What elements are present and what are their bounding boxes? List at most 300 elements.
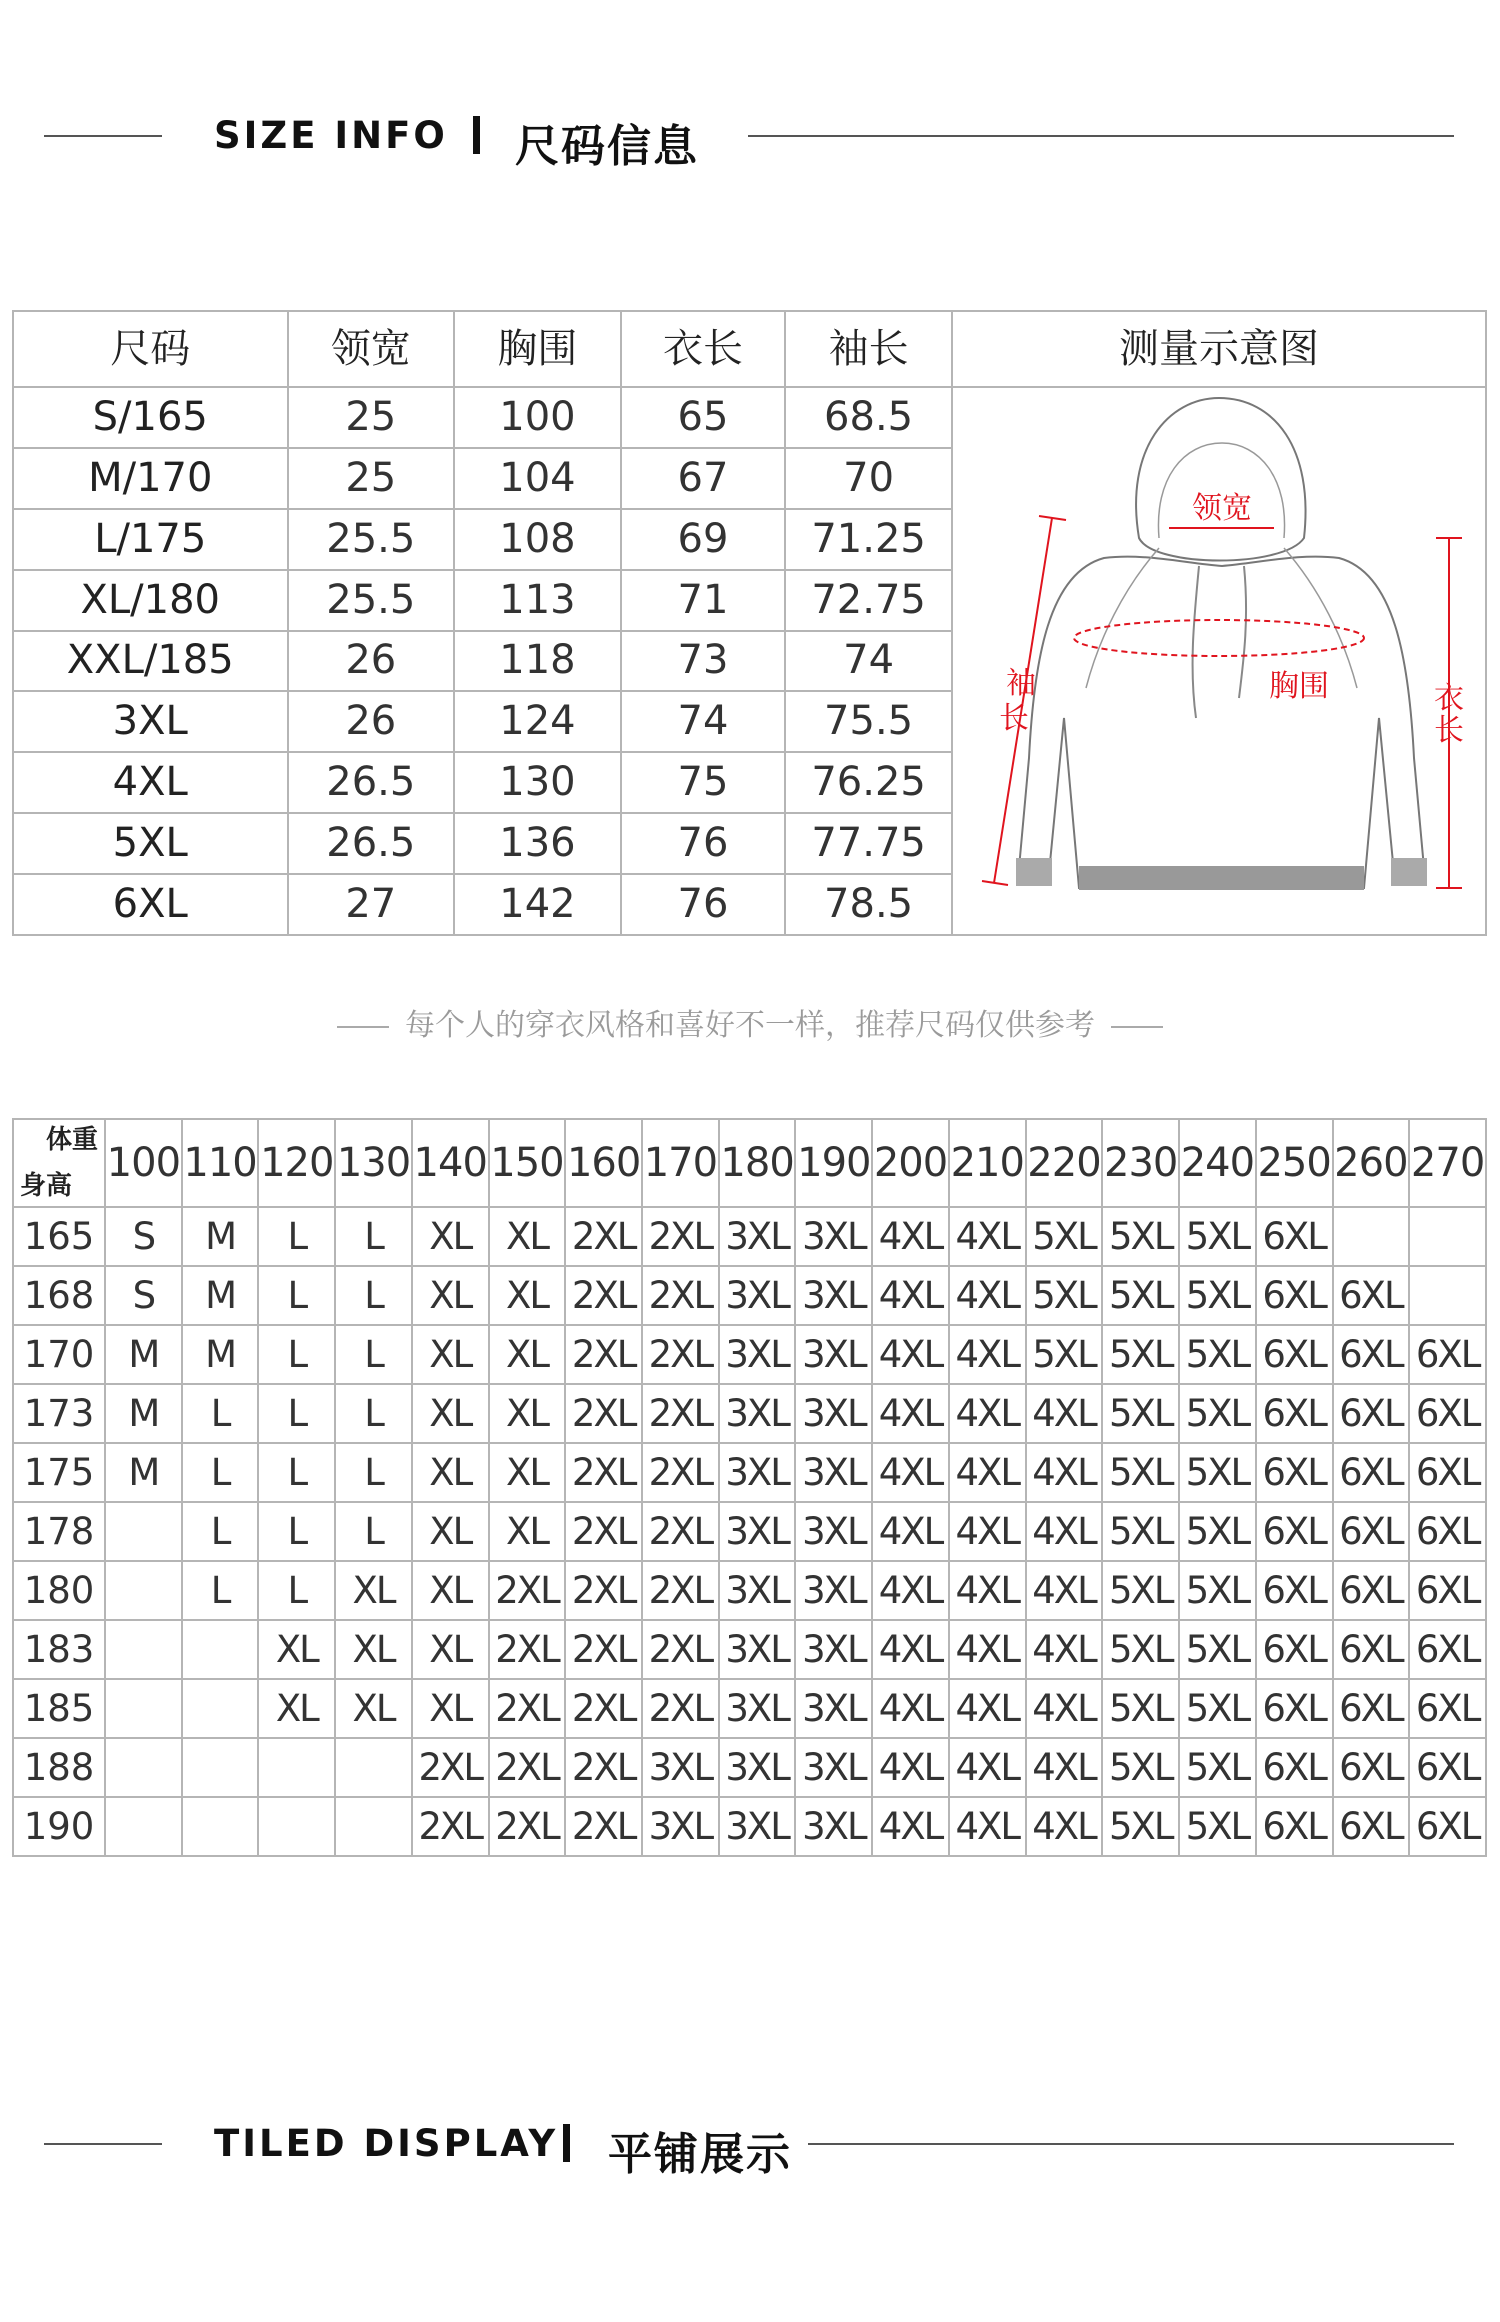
- recommend-size-cell: M: [182, 1325, 259, 1384]
- recommend-size-cell: XL: [412, 1266, 489, 1325]
- recommend-size-cell: [105, 1679, 182, 1738]
- recommend-size-cell: XL: [412, 1325, 489, 1384]
- recommend-size-cell: 6XL: [1409, 1384, 1486, 1443]
- header-divider-bar: [563, 2124, 570, 2162]
- header-line-right: [808, 2143, 1454, 2145]
- size-cell-chest: 113: [454, 570, 621, 631]
- recommend-size-cell: XL: [412, 1443, 489, 1502]
- recommend-size-cell: L: [258, 1443, 335, 1502]
- weight-header-cell: 260: [1333, 1119, 1410, 1207]
- recommend-size-cell: 2XL: [642, 1443, 719, 1502]
- recommend-size-cell: L: [258, 1266, 335, 1325]
- recommend-size-cell: 3XL: [719, 1679, 796, 1738]
- recommend-size-cell: 4XL: [949, 1679, 1026, 1738]
- recommend-size-cell: 4XL: [949, 1384, 1026, 1443]
- recommend-size-cell: 6XL: [1256, 1797, 1333, 1856]
- recommend-size-cell: M: [105, 1325, 182, 1384]
- recommend-size-cell: 5XL: [1179, 1620, 1256, 1679]
- recommend-size-cell: 6XL: [1256, 1738, 1333, 1797]
- col-header-diagram: 测量示意图: [952, 311, 1486, 387]
- size-cell-chest: 136: [454, 813, 621, 874]
- recommend-size-cell: 6XL: [1409, 1679, 1486, 1738]
- recommend-size-cell: 6XL: [1333, 1502, 1410, 1561]
- recommend-size-cell: 3XL: [719, 1443, 796, 1502]
- recommend-size-cell: 2XL: [642, 1325, 719, 1384]
- col-header-size: 尺码: [13, 311, 288, 387]
- size-cell-collar: 27: [288, 874, 455, 935]
- recommend-size-cell: 4XL: [949, 1266, 1026, 1325]
- weight-header-cell: 210: [949, 1119, 1026, 1207]
- height-cell: 178: [13, 1502, 105, 1561]
- recommend-size-cell: 6XL: [1333, 1325, 1410, 1384]
- recommend-size-cell: 5XL: [1026, 1325, 1103, 1384]
- size-cell-sleeve: 70: [785, 448, 952, 509]
- recommend-size-cell: 5XL: [1102, 1207, 1179, 1266]
- recommend-size-cell: 3XL: [719, 1738, 796, 1797]
- recommend-size-cell: 6XL: [1333, 1679, 1410, 1738]
- size-cell-length: 65: [621, 387, 785, 448]
- recommend-size-cell: 4XL: [949, 1620, 1026, 1679]
- recommend-size-cell: 4XL: [872, 1443, 949, 1502]
- recommend-size-cell: 5XL: [1102, 1620, 1179, 1679]
- recommend-size-cell: L: [335, 1502, 412, 1561]
- recommend-size-cell: XL: [412, 1679, 489, 1738]
- recommend-size-cell: 5XL: [1102, 1266, 1179, 1325]
- recommend-size-cell: [105, 1797, 182, 1856]
- size-note: [0, 1000, 1500, 1044]
- recommend-size-cell: L: [258, 1207, 335, 1266]
- weight-header-cell: 230: [1102, 1119, 1179, 1207]
- size-cell-collar: 25: [288, 448, 455, 509]
- size-cell-sleeve: 75.5: [785, 691, 952, 752]
- recommend-size-cell: 2XL: [565, 1384, 642, 1443]
- recommend-size-cell: [105, 1738, 182, 1797]
- recommend-size-cell: 5XL: [1179, 1266, 1256, 1325]
- size-table: [12, 310, 1487, 936]
- size-cell-size: S/165: [13, 387, 288, 448]
- recommend-size-cell: [182, 1620, 259, 1679]
- recommend-size-cell: 2XL: [412, 1738, 489, 1797]
- recommend-size-cell: 4XL: [1026, 1502, 1103, 1561]
- recommend-row: [13, 1207, 1486, 1266]
- recommend-size-cell: M: [182, 1207, 259, 1266]
- recommend-size-cell: 5XL: [1179, 1384, 1256, 1443]
- size-cell-length: 76: [621, 874, 785, 935]
- recommend-size-cell: 6XL: [1256, 1384, 1333, 1443]
- recommend-size-cell: L: [335, 1266, 412, 1325]
- height-cell: 190: [13, 1797, 105, 1856]
- recommend-size-cell: M: [105, 1443, 182, 1502]
- weight-header-cell: 220: [1026, 1119, 1103, 1207]
- size-cell-chest: 108: [454, 509, 621, 570]
- recommend-size-cell: 3XL: [719, 1325, 796, 1384]
- recommend-size-cell: 3XL: [719, 1502, 796, 1561]
- recommend-size-cell: 3XL: [642, 1797, 719, 1856]
- size-cell-length: 71: [621, 570, 785, 631]
- recommend-row: [13, 1384, 1486, 1443]
- size-cell-collar: 25: [288, 387, 455, 448]
- recommend-size-cell: 3XL: [719, 1207, 796, 1266]
- recommend-size-cell: 5XL: [1026, 1207, 1103, 1266]
- recommend-size-cell: 2XL: [489, 1679, 566, 1738]
- size-cell-collar: 26.5: [288, 752, 455, 813]
- recommend-size-cell: XL: [335, 1620, 412, 1679]
- recommend-size-cell: [258, 1738, 335, 1797]
- recommend-size-cell: 6XL: [1256, 1443, 1333, 1502]
- header-divider-bar: [473, 116, 480, 154]
- length-label-2: 长: [1433, 713, 1464, 748]
- recommend-size-cell: 2XL: [565, 1266, 642, 1325]
- recommend-size-cell: [105, 1561, 182, 1620]
- recommend-size-cell: 3XL: [795, 1384, 872, 1443]
- recommend-size-cell: 5XL: [1179, 1561, 1256, 1620]
- recommend-size-cell: 2XL: [565, 1207, 642, 1266]
- recommend-size-cell: S: [105, 1266, 182, 1325]
- recommend-size-cell: 6XL: [1256, 1620, 1333, 1679]
- recommend-size-cell: [1333, 1207, 1410, 1266]
- weight-header-cell: 200: [872, 1119, 949, 1207]
- recommend-size-cell: 5XL: [1179, 1207, 1256, 1266]
- recommend-size-cell: 6XL: [1409, 1325, 1486, 1384]
- recommend-size-cell: 3XL: [795, 1443, 872, 1502]
- recommend-size-cell: 6XL: [1333, 1443, 1410, 1502]
- size-cell-chest: 100: [454, 387, 621, 448]
- recommend-size-cell: 3XL: [795, 1207, 872, 1266]
- recommend-size-cell: 4XL: [949, 1738, 1026, 1797]
- recommend-size-cell: 2XL: [642, 1266, 719, 1325]
- recommend-size-cell: L: [335, 1207, 412, 1266]
- recommend-size-cell: 3XL: [642, 1738, 719, 1797]
- recommend-size-cell: XL: [412, 1207, 489, 1266]
- size-cell-length: 74: [621, 691, 785, 752]
- size-cell-size: 4XL: [13, 752, 288, 813]
- size-cell-length: 75: [621, 752, 785, 813]
- recommend-size-cell: 4XL: [1026, 1561, 1103, 1620]
- recommend-size-cell: [335, 1738, 412, 1797]
- size-cell-chest: 118: [454, 631, 621, 692]
- recommend-size-cell: 2XL: [565, 1561, 642, 1620]
- recommend-size-cell: 2XL: [412, 1797, 489, 1856]
- size-cell-size: XL/180: [13, 570, 288, 631]
- recommend-size-cell: 3XL: [795, 1325, 872, 1384]
- col-header-sleeve: 袖长: [785, 311, 952, 387]
- cuff-left: [1016, 858, 1052, 886]
- recommend-size-cell: XL: [489, 1502, 566, 1561]
- note-text: 每个人的穿衣风格和喜好不一样，推荐尺码仅供参考: [405, 1008, 1095, 1043]
- recommend-size-cell: L: [258, 1561, 335, 1620]
- recommend-size-cell: 6XL: [1256, 1325, 1333, 1384]
- height-cell: 175: [13, 1443, 105, 1502]
- recommend-size-cell: 5XL: [1179, 1797, 1256, 1856]
- body-outline: [1019, 557, 1424, 888]
- recommend-size-cell: 4XL: [1026, 1384, 1103, 1443]
- weight-header-cell: 100: [105, 1119, 182, 1207]
- weight-header-cell: 140: [412, 1119, 489, 1207]
- recommend-size-cell: 5XL: [1179, 1502, 1256, 1561]
- recommend-row: [13, 1443, 1486, 1502]
- size-cell-sleeve: 72.75: [785, 570, 952, 631]
- recommend-row: [13, 1620, 1486, 1679]
- weight-header-cell: 150: [489, 1119, 566, 1207]
- recommend-size-cell: 2XL: [565, 1325, 642, 1384]
- recommend-size-cell: 3XL: [719, 1266, 796, 1325]
- recommend-size-cell: 6XL: [1333, 1620, 1410, 1679]
- recommend-size-cell: 3XL: [795, 1561, 872, 1620]
- recommend-row: [13, 1502, 1486, 1561]
- recommend-row: [13, 1679, 1486, 1738]
- recommend-size-cell: 5XL: [1179, 1679, 1256, 1738]
- recommend-size-cell: 2XL: [565, 1502, 642, 1561]
- recommend-size-cell: 2XL: [489, 1797, 566, 1856]
- height-cell: 173: [13, 1384, 105, 1443]
- recommend-size-cell: 6XL: [1333, 1561, 1410, 1620]
- recommend-size-cell: XL: [489, 1207, 566, 1266]
- recommend-size-cell: 5XL: [1102, 1679, 1179, 1738]
- recommend-size-cell: 6XL: [1333, 1266, 1410, 1325]
- corner-weight-label: 体重: [45, 1125, 98, 1155]
- recommend-size-cell: 2XL: [489, 1561, 566, 1620]
- height-cell: 170: [13, 1325, 105, 1384]
- weight-header-cell: 240: [1179, 1119, 1256, 1207]
- size-info-title-en: SIZE INFO: [214, 114, 448, 157]
- recommend-size-cell: 6XL: [1333, 1797, 1410, 1856]
- chest-label: 胸围: [1268, 669, 1329, 704]
- recommend-row: [13, 1797, 1486, 1856]
- recommend-size-cell: 2XL: [489, 1738, 566, 1797]
- size-cell-sleeve: 76.25: [785, 752, 952, 813]
- size-cell-size: XXL/185: [13, 631, 288, 692]
- recommend-size-cell: L: [335, 1325, 412, 1384]
- hem-band: [1079, 866, 1364, 890]
- corner-cell: [13, 1119, 105, 1207]
- header-line-left: [44, 2143, 162, 2145]
- recommend-size-cell: 4XL: [1026, 1738, 1103, 1797]
- recommend-size-cell: 2XL: [642, 1502, 719, 1561]
- recommend-size-cell: 5XL: [1102, 1502, 1179, 1561]
- recommend-size-cell: XL: [412, 1502, 489, 1561]
- recommend-size-cell: 6XL: [1256, 1561, 1333, 1620]
- weight-header-cell: 270: [1409, 1119, 1486, 1207]
- recommend-size-cell: 4XL: [872, 1561, 949, 1620]
- weight-header-cell: 190: [795, 1119, 872, 1207]
- size-cell-chest: 104: [454, 448, 621, 509]
- col-header-collar: 领宽: [288, 311, 455, 387]
- weight-header-cell: 180: [719, 1119, 796, 1207]
- recommend-size-cell: 5XL: [1102, 1443, 1179, 1502]
- recommend-size-cell: 2XL: [489, 1620, 566, 1679]
- recommend-size-cell: 4XL: [1026, 1797, 1103, 1856]
- recommend-size-cell: XL: [489, 1325, 566, 1384]
- col-header-length: 衣长: [621, 311, 785, 387]
- recommend-size-cell: L: [182, 1502, 259, 1561]
- recommend-size-cell: L: [335, 1384, 412, 1443]
- recommend-size-cell: 2XL: [642, 1207, 719, 1266]
- weight-header-cell: 130: [335, 1119, 412, 1207]
- height-cell: 183: [13, 1620, 105, 1679]
- recommend-size-cell: 6XL: [1256, 1266, 1333, 1325]
- size-cell-size: 3XL: [13, 691, 288, 752]
- recommend-size-cell: 2XL: [642, 1384, 719, 1443]
- size-cell-collar: 25.5: [288, 570, 455, 631]
- recommend-size-cell: L: [335, 1443, 412, 1502]
- recommend-size-cell: 4XL: [949, 1561, 1026, 1620]
- recommend-size-cell: [335, 1797, 412, 1856]
- recommend-size-cell: 6XL: [1409, 1443, 1486, 1502]
- recommend-size-cell: 6XL: [1409, 1502, 1486, 1561]
- size-cell-sleeve: 78.5: [785, 874, 952, 935]
- recommend-size-cell: XL: [489, 1384, 566, 1443]
- recommend-size-cell: XL: [412, 1561, 489, 1620]
- size-info-title-cn: 尺码信息: [515, 121, 699, 172]
- collar-label: 领宽: [1191, 491, 1252, 526]
- height-cell: 168: [13, 1266, 105, 1325]
- recommend-size-cell: 5XL: [1102, 1738, 1179, 1797]
- weight-header-cell: 170: [642, 1119, 719, 1207]
- size-table-row: [13, 387, 1486, 448]
- recommend-size-cell: [1409, 1266, 1486, 1325]
- recommend-size-cell: 4XL: [1026, 1679, 1103, 1738]
- size-cell-collar: 26: [288, 631, 455, 692]
- recommend-size-cell: 5XL: [1102, 1325, 1179, 1384]
- size-cell-length: 73: [621, 631, 785, 692]
- diagram-cell: [952, 387, 1486, 935]
- weight-header-cell: 110: [182, 1119, 259, 1207]
- recommend-size-cell: 4XL: [949, 1207, 1026, 1266]
- recommend-size-cell: 5XL: [1026, 1266, 1103, 1325]
- recommend-size-cell: 6XL: [1333, 1384, 1410, 1443]
- recommend-size-cell: 4XL: [1026, 1620, 1103, 1679]
- size-cell-length: 76: [621, 813, 785, 874]
- recommend-table-header: [13, 1119, 1486, 1207]
- recommend-size-cell: [105, 1620, 182, 1679]
- weight-header-cell: 160: [565, 1119, 642, 1207]
- recommend-size-cell: 4XL: [949, 1443, 1026, 1502]
- recommend-size-cell: XL: [335, 1561, 412, 1620]
- recommend-size-cell: 2XL: [565, 1797, 642, 1856]
- weight-header-cell: 120: [258, 1119, 335, 1207]
- size-cell-sleeve: 68.5: [785, 387, 952, 448]
- size-cell-chest: 130: [454, 752, 621, 813]
- recommend-size-cell: 5XL: [1102, 1384, 1179, 1443]
- recommend-size-cell: [258, 1797, 335, 1856]
- size-cell-sleeve: 71.25: [785, 509, 952, 570]
- recommend-size-cell: 6XL: [1256, 1502, 1333, 1561]
- recommend-size-cell: 4XL: [872, 1738, 949, 1797]
- recommend-size-cell: 4XL: [872, 1502, 949, 1561]
- size-cell-size: 6XL: [13, 874, 288, 935]
- recommend-size-cell: 4XL: [949, 1797, 1026, 1856]
- size-cell-sleeve: 77.75: [785, 813, 952, 874]
- recommend-size-cell: 4XL: [949, 1502, 1026, 1561]
- note-dash-right: [1111, 1026, 1163, 1028]
- size-cell-size: M/170: [13, 448, 288, 509]
- size-cell-collar: 25.5: [288, 509, 455, 570]
- size-cell-size: 5XL: [13, 813, 288, 874]
- recommend-size-cell: 4XL: [872, 1384, 949, 1443]
- hoodie-diagram: [954, 388, 1484, 918]
- recommend-row: [13, 1561, 1486, 1620]
- cuff-right: [1391, 858, 1427, 886]
- size-table-header: [13, 311, 1486, 387]
- recommend-size-cell: 2XL: [565, 1443, 642, 1502]
- recommend-size-cell: 4XL: [872, 1797, 949, 1856]
- recommend-size-cell: XL: [258, 1679, 335, 1738]
- recommend-size-cell: 6XL: [1256, 1207, 1333, 1266]
- recommend-size-cell: XL: [335, 1679, 412, 1738]
- size-cell-length: 69: [621, 509, 785, 570]
- note-dash-left: [337, 1026, 389, 1028]
- recommend-size-cell: [182, 1797, 259, 1856]
- recommend-size-cell: 2XL: [642, 1561, 719, 1620]
- sleeve-label-2: 长: [998, 701, 1029, 736]
- header-line-left: [44, 135, 162, 137]
- height-cell: 165: [13, 1207, 105, 1266]
- recommend-table: [12, 1118, 1487, 1857]
- recommend-size-cell: L: [258, 1502, 335, 1561]
- header-line-right: [748, 135, 1454, 137]
- size-cell-chest: 142: [454, 874, 621, 935]
- weight-header-cell: 250: [1256, 1119, 1333, 1207]
- recommend-size-cell: 3XL: [795, 1266, 872, 1325]
- recommend-size-cell: 4XL: [872, 1266, 949, 1325]
- recommend-size-cell: 3XL: [795, 1797, 872, 1856]
- recommend-row: [13, 1738, 1486, 1797]
- recommend-size-cell: L: [182, 1561, 259, 1620]
- size-cell-length: 67: [621, 448, 785, 509]
- recommend-size-cell: 2XL: [642, 1679, 719, 1738]
- recommend-size-cell: 4XL: [872, 1679, 949, 1738]
- tiled-display-header: [0, 2104, 1500, 2184]
- recommend-size-cell: 4XL: [872, 1207, 949, 1266]
- recommend-size-cell: 5XL: [1102, 1797, 1179, 1856]
- size-cell-sleeve: 74: [785, 631, 952, 692]
- recommend-size-cell: [182, 1738, 259, 1797]
- recommend-size-cell: 6XL: [1409, 1620, 1486, 1679]
- size-cell-size: L/175: [13, 509, 288, 570]
- tiled-display-title-cn: 平铺展示: [608, 2129, 792, 2180]
- recommend-size-cell: 3XL: [719, 1384, 796, 1443]
- size-info-header: [0, 96, 1500, 176]
- recommend-size-cell: XL: [412, 1620, 489, 1679]
- recommend-size-cell: XL: [489, 1443, 566, 1502]
- recommend-size-cell: 2XL: [565, 1679, 642, 1738]
- size-cell-collar: 26: [288, 691, 455, 752]
- recommend-size-cell: 3XL: [795, 1502, 872, 1561]
- recommend-size-cell: 3XL: [719, 1620, 796, 1679]
- recommend-size-cell: 3XL: [795, 1679, 872, 1738]
- recommend-size-cell: L: [182, 1443, 259, 1502]
- hood-outline: [1136, 398, 1305, 561]
- height-cell: 185: [13, 1679, 105, 1738]
- recommend-size-cell: 4XL: [1026, 1443, 1103, 1502]
- recommend-size-cell: 4XL: [949, 1325, 1026, 1384]
- recommend-size-cell: XL: [258, 1620, 335, 1679]
- recommend-size-cell: 3XL: [795, 1738, 872, 1797]
- corner-height-label: 身高: [20, 1171, 73, 1201]
- recommend-size-cell: 6XL: [1409, 1561, 1486, 1620]
- recommend-size-cell: L: [258, 1325, 335, 1384]
- recommend-size-cell: [105, 1502, 182, 1561]
- recommend-size-cell: L: [258, 1384, 335, 1443]
- sleeve-label-1: 袖: [1005, 666, 1036, 701]
- tiled-display-title-en: TILED DISPLAY: [214, 2122, 559, 2165]
- recommend-size-cell: M: [182, 1266, 259, 1325]
- recommend-size-cell: 3XL: [719, 1561, 796, 1620]
- recommend-size-cell: M: [105, 1384, 182, 1443]
- size-cell-chest: 124: [454, 691, 621, 752]
- recommend-size-cell: 6XL: [1409, 1797, 1486, 1856]
- recommend-size-cell: L: [182, 1384, 259, 1443]
